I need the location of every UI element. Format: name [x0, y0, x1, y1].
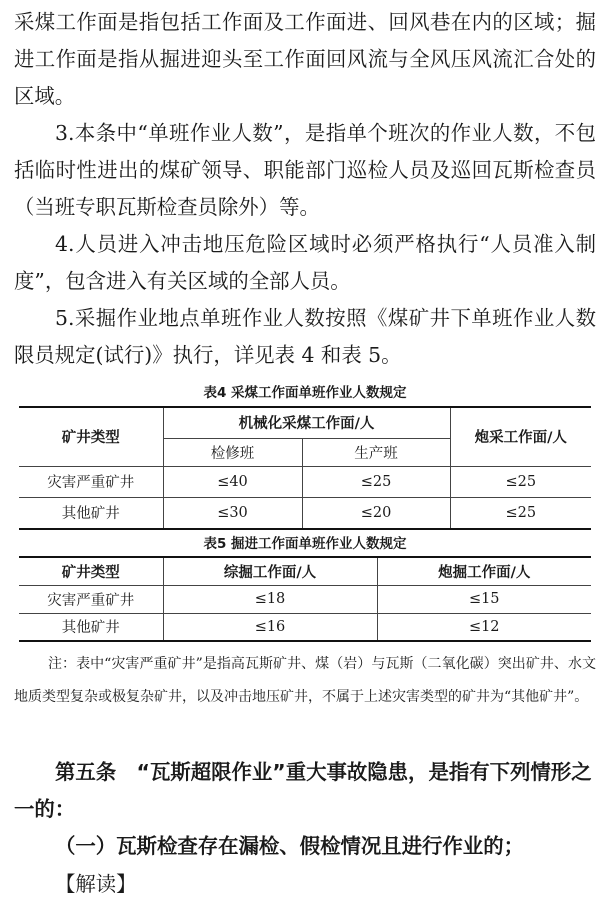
table4-header-blast: 炮采工作面/人 [450, 407, 591, 466]
table4-cell-repair: ≤40 [163, 466, 302, 497]
table-note: 注：表中“灾害严重矿井”是指高瓦斯矿井、煤（岩）与瓦斯（二氧化碳）突出矿井、水文地质类型复杂或极复杂矿井，以及冲击地压矿井，不属于上述灾害类型的矿井为“其他矿井”。 [14, 656, 596, 705]
table5-header-mine-type: 矿井类型 [19, 557, 163, 585]
article-five-heading: 第五条 “瓦斯超限作业”重大事故隐患，是指有下列情形之一的： [14, 760, 592, 821]
paragraph-item-5: 5.采掘作业地点单班作业人数按照《煤矿井下单班作业人数限员规定(试行)》执行，详见表 4 和表 5。 [14, 306, 596, 367]
table4-header-repair-shift: 检修班 [163, 438, 302, 466]
table5-caption: 表5 掘进工作面单班作业人数规定 [203, 536, 407, 552]
table4-cell-repair: ≤30 [163, 497, 302, 529]
table4-header-mine-type: 矿井类型 [19, 407, 163, 466]
table4-cell-type: 其他矿井 [19, 497, 163, 529]
table4-cell-production: ≤25 [302, 466, 450, 497]
table5-cell-type: 灾害严重矿井 [19, 585, 163, 613]
table4-header-mechanized: 机械化采煤工作面/人 [163, 407, 450, 438]
table4-cell-type: 灾害严重矿井 [19, 466, 163, 497]
table5-cell-blast: ≤12 [377, 613, 591, 641]
table4-cell-blast: ≤25 [450, 466, 591, 497]
table-row [19, 497, 591, 529]
table5-header-blast: 炮掘工作面/人 [377, 557, 591, 585]
table-row [19, 466, 591, 497]
paragraph-item-4: 4.人员进入冲击地压危险区域时必须严格执行“人员准入制度”，包含进入有关区域的全部人员。 [14, 232, 596, 293]
table4-header-production-shift: 生产班 [302, 438, 450, 466]
table4 [19, 406, 591, 530]
paragraph-work-area-definition: 采煤工作面是指包括工作面及工作面进、回风巷在内的区域；掘进工作面是指从掘进迎头至工作面回风流与全风压风流汇合处的区域。 [14, 10, 596, 108]
paragraph-item-3: 3.本条中“单班作业人数”，是指单个班次的作业人数，不包括临时性进出的煤矿领导、职能部门巡检人员及巡回瓦斯检查员（当班专职瓦斯检查员除外）等。 [14, 121, 596, 219]
table5-cell-blast: ≤15 [377, 585, 591, 613]
table5-cell-comprehensive: ≤18 [163, 585, 377, 613]
table5 [19, 556, 591, 642]
table5-header-comprehensive: 综掘工作面/人 [163, 557, 377, 585]
table4-cell-blast: ≤25 [450, 497, 591, 529]
item-one: （一）瓦斯检查存在漏检、假检情况且进行作业的； [55, 834, 524, 858]
table4-caption: 表4 采煤工作面单班作业人数规定 [203, 385, 407, 401]
table5-cell-type: 其他矿井 [19, 613, 163, 641]
table5-cell-comprehensive: ≤16 [163, 613, 377, 641]
table4-cell-production: ≤20 [302, 497, 450, 529]
interpretation-label: 【解读】 [55, 872, 137, 896]
table-row [19, 585, 591, 613]
table-row [19, 613, 591, 641]
